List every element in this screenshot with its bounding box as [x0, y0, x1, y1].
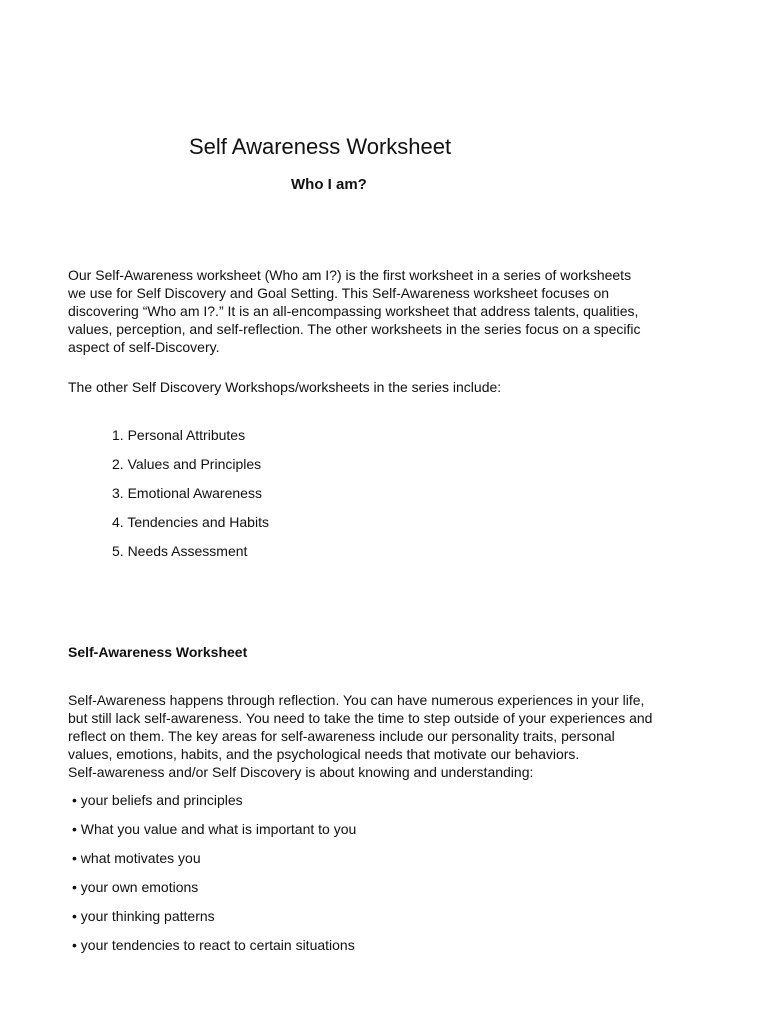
bullet-item: • what motivates you [72, 850, 201, 866]
series-list-item: 1. Personal Attributes [112, 427, 246, 443]
section-line: reflect on them. The key areas for self-awareness include our personality traits, personal [68, 728, 615, 744]
intro-paragraph [68, 266, 708, 356]
bullet-item: • your tendencies to react to certain situations [72, 937, 355, 953]
section-line: but still lack self-awareness. You need to take the time to step outside of your experiences and [68, 710, 653, 726]
document-title: Self Awareness Worksheet [189, 134, 452, 159]
section-line: values, emotions, habits, and the psychological needs that motivate our behaviors. [68, 746, 580, 762]
bullet-item: • your beliefs and principles [72, 792, 243, 808]
section-heading: Self-Awareness Worksheet [68, 644, 248, 660]
intro-line: we use for Self Discovery and Goal Setting. This Self-Awareness worksheet focuses on [68, 285, 610, 301]
bullet-item: • your own emotions [72, 879, 199, 895]
section-paragraph [68, 691, 708, 781]
bullet-item: • What you value and what is important to you [72, 821, 357, 837]
bullet-item: • your thinking patterns [72, 908, 215, 924]
section-line: Self-Awareness happens through reflection. You can have numerous experiences in your life, [68, 692, 645, 708]
intro-line: values, perception, and self-reflection. The other worksheets in the series focus on a specific [68, 321, 641, 337]
series-list-item: 4. Tendencies and Habits [112, 514, 269, 530]
document-subtitle: Who I am? [291, 176, 367, 193]
series-list-item: 2. Values and Principles [112, 456, 262, 472]
series-intro-text: The other Self Discovery Workshops/worksheets in the series include: [68, 379, 502, 395]
series-list-item: 5. Needs Assessment [112, 543, 248, 559]
intro-line: discovering “Who am I?.” It is an all-encompassing worksheet that address talents, qualities, [68, 303, 639, 319]
intro-line: Our Self-Awareness worksheet (Who am I?) is the first worksheet in a series of worksheets [68, 267, 632, 283]
bullet-list [72, 791, 356, 965]
series-list [112, 426, 269, 571]
series-list-item: 3. Emotional Awareness [112, 485, 262, 501]
section-line: Self-awareness and/or Self Discovery is about knowing and understanding: [68, 764, 534, 780]
intro-line: aspect of self-Discovery. [68, 339, 220, 355]
